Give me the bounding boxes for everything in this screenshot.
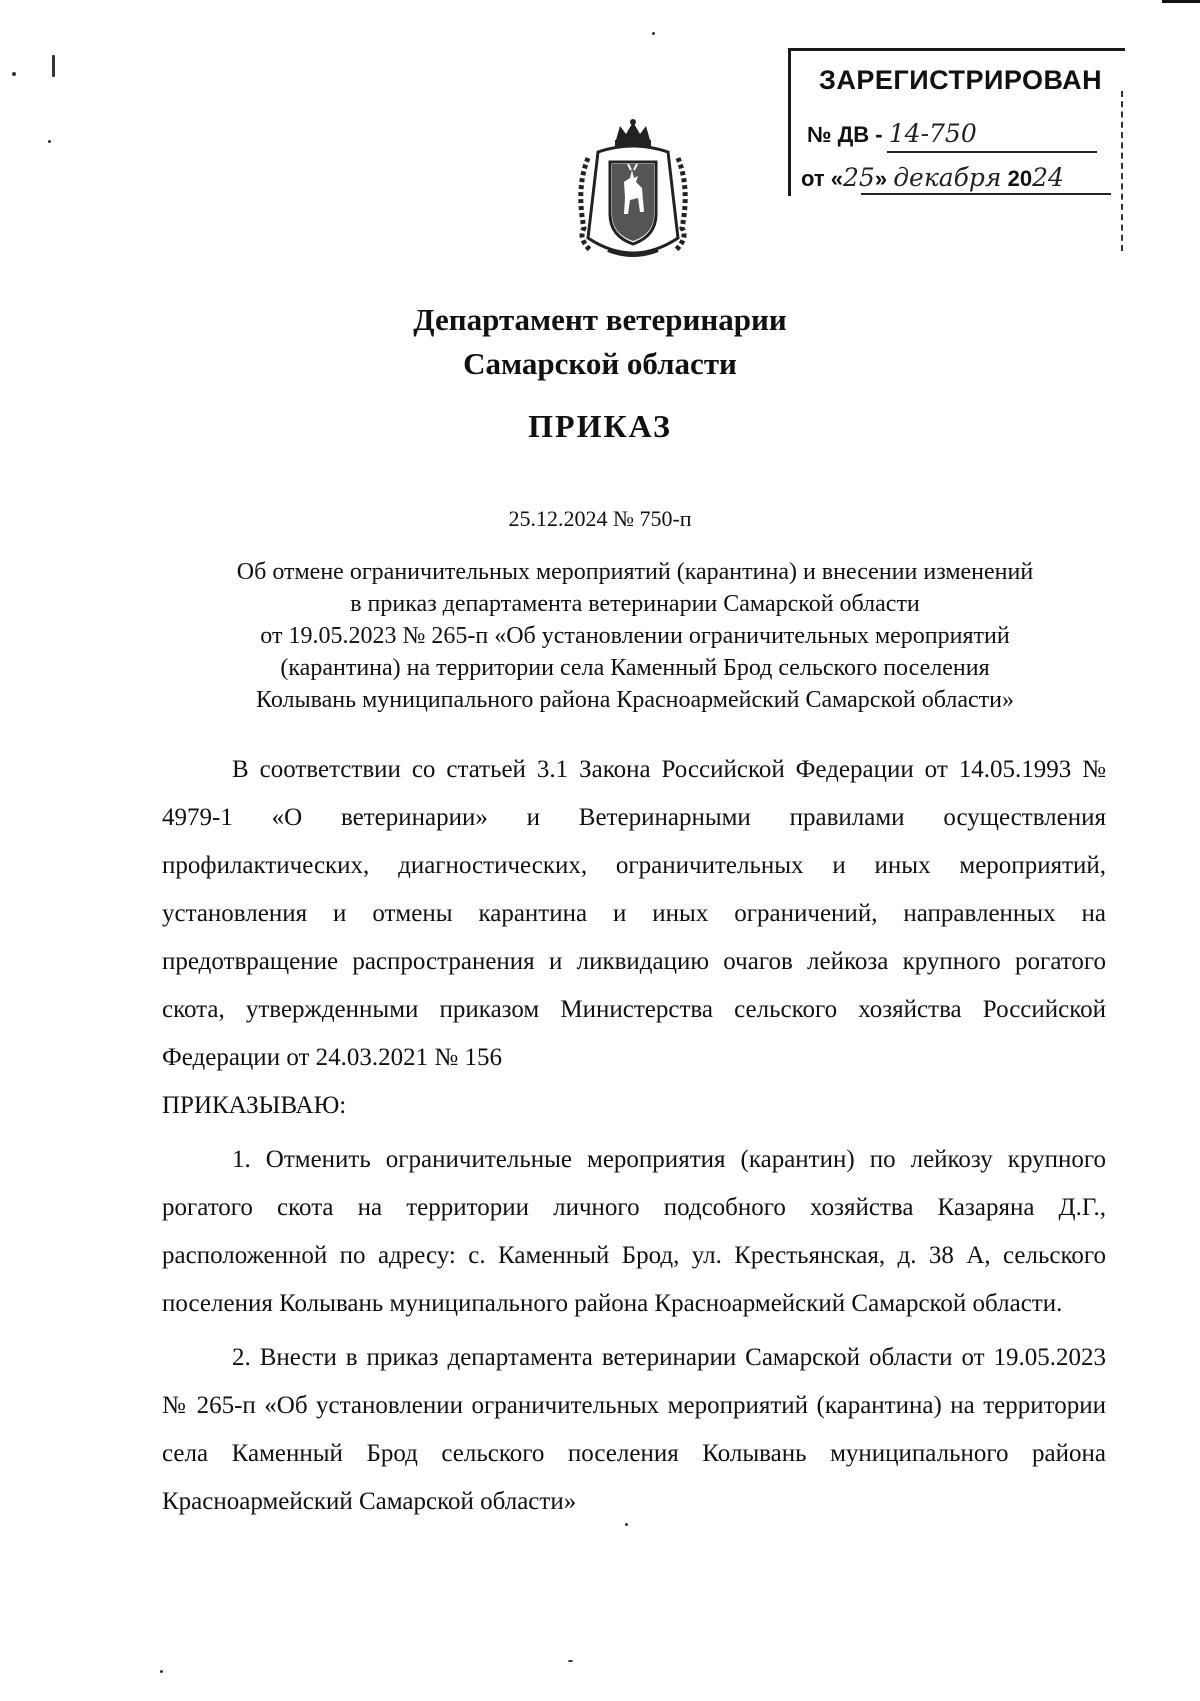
org-name-line1: Департамент ветеринарии bbox=[413, 302, 787, 337]
order-item-2: 2. Внести в приказ департамента ветеринарии Самарской области от 19.05.2023 № 265-п «Об установлении ограничительных мероприятий (карантина) на территории села Каменный Брод сельского поселения Колывань муниципального района Красноармейский Самарской области» bbox=[162, 1344, 1106, 1515]
order-item-1: 1. Отменить ограничительные мероприятия (карантин) по лейкозу крупного рогатого скота на территории личного подсобного хозяйства Казаряна Д.Г., расположенной по адресу: с. Каменный Брод, ул. Крестьянская, д. 38 А, сельского поселения Колывань муниципального района Красноармейский Самарской области. bbox=[162, 1146, 1106, 1317]
scan-speck bbox=[652, 32, 655, 35]
scan-speck bbox=[48, 140, 51, 143]
scan-speck bbox=[160, 1670, 163, 1673]
subject-line: (карантина) на территории села Каменный Брод сельского поселения bbox=[280, 655, 990, 681]
stamp-date-year: 24 bbox=[1032, 163, 1064, 192]
coat-of-arms-icon bbox=[568, 118, 698, 268]
scan-speck bbox=[12, 72, 16, 76]
stamp-date-prefix: от « bbox=[801, 166, 844, 191]
subject-line: в приказ департамента ветеринарии Самарской области bbox=[350, 591, 920, 617]
doc-body bbox=[162, 746, 1106, 1526]
registration-stamp bbox=[788, 48, 1125, 196]
stamp-number-handwritten: 14-750 bbox=[888, 119, 977, 148]
stamp-date-day: 25 bbox=[843, 163, 875, 192]
stamp-edge bbox=[1121, 91, 1125, 251]
stamp-date-line: от «25» декабря 2024 bbox=[801, 163, 1064, 192]
stamp-date-month: декабря bbox=[893, 163, 1002, 192]
doc-date-number: 25.12.2024 № 750-п bbox=[508, 506, 692, 531]
subject-line: от 19.05.2023 № 265-п «Об установлении ограничительных мероприятий bbox=[260, 623, 1010, 649]
scan-edge bbox=[1162, 0, 1200, 3]
stamp-number-line bbox=[807, 119, 977, 148]
stamp-title: ЗАРЕГИСТРИРОВАН bbox=[819, 65, 1103, 95]
preamble-paragraph: В соответствии со статьей 3.1 Закона Российской Федерации от 14.05.1993 № 4979-1 «О ветеринарии» и Ветеринарными правилами осуществления профилактических, диагностических, ограничительных и иных мероприятий, установления и отмены карантина и иных ограничений, направленных на предотвращение распространения и ликвидацию очагов лейкоза крупного рогатого скота, утвержденными приказом Министерства сельского хозяйства Российской Федерации от 24.03.2021 № 156 bbox=[162, 756, 1106, 1071]
subject-line: Колывань муниципального района Красноармейский Самарской области» bbox=[256, 687, 1014, 713]
org-name bbox=[0, 298, 1200, 386]
order-word: ПРИКАЗЫВАЮ: bbox=[162, 1092, 347, 1119]
stamp-date-year-prefix: 20 bbox=[1007, 166, 1033, 191]
scan-speck bbox=[568, 1660, 573, 1662]
doc-subject bbox=[140, 556, 1130, 716]
stamp-number-underline bbox=[887, 151, 1097, 153]
subject-line: Об отмене ограничительных мероприятий (карантина) и внесении изменений bbox=[236, 559, 1034, 585]
doc-type-title: ПРИКАЗ bbox=[528, 408, 672, 444]
org-name-line2: Самарской области bbox=[463, 346, 737, 381]
scan-speck bbox=[52, 55, 55, 77]
stamp-date-underline bbox=[861, 193, 1111, 195]
stamp-number-prefix: № ДВ - bbox=[807, 122, 883, 147]
